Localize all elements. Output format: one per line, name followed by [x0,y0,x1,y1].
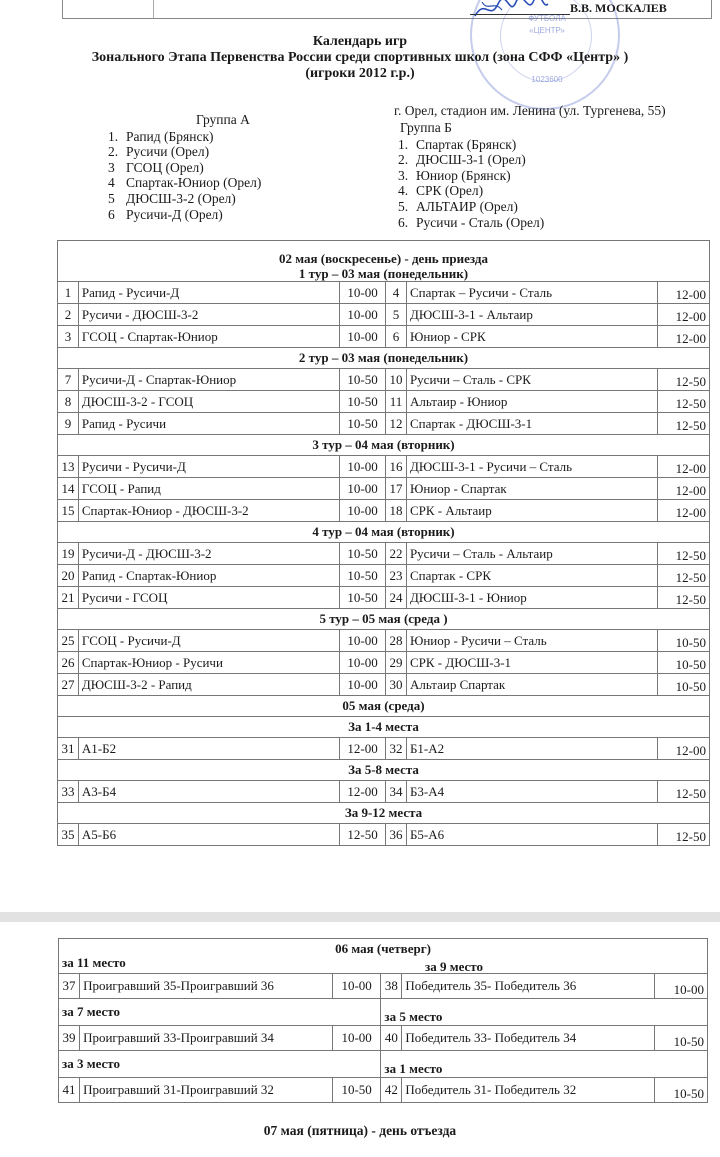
group-b-title: Группа Б [400,120,452,135]
match-time: 10-00 [340,652,386,674]
match-number: 26 [58,652,79,674]
match-row [58,652,710,674]
match-number: 42 [381,1078,402,1103]
match-row [58,543,710,565]
match-number: 41 [59,1078,80,1103]
team-name: ГСОЦ (Орел) [126,159,204,175]
venue-text: г. Орел, стадион им. Ленина (ул. Тургенева, 55) [394,103,666,118]
document-page-2 [0,922,720,1157]
match-teams: ДЮСШ-3-2 - ГСОЦ [78,391,339,413]
match-number: 20 [58,565,79,587]
match-number: 16 [386,456,407,478]
match-teams: Победитель 33- Победитель 34 [402,1026,655,1051]
team-number: 4. [398,183,409,199]
match-teams: ГСОЦ - Русичи-Д [78,630,339,652]
match-time: 12-50 [657,781,709,803]
round-title [58,435,710,456]
match-number: 4 [386,282,407,304]
match-teams: СРК - ДЮСШ-3-1 [406,652,657,674]
match-number: 31 [58,738,79,760]
placement-title-cell: За 9-12 места [58,803,710,824]
match-teams: Русичи-Д - Спартак-Юниор [78,369,339,391]
match-teams: Спартак - СРК [406,565,657,587]
match-row [59,1026,708,1051]
match-row [58,391,710,413]
match-number: 29 [386,652,407,674]
match-time: 10-50 [340,587,386,609]
match-teams: Спартак-Юниор - Русичи [78,652,339,674]
match-row [58,456,710,478]
match-number: 10 [386,369,407,391]
team-name: АЛЬТАИР (Орел) [416,198,518,214]
team-number: 2. [398,152,409,168]
match-time: 12-00 [657,738,709,760]
team-number: 5. [398,198,409,214]
match-number: 36 [386,824,407,846]
match-number: 2 [58,304,79,326]
match-number: 8 [58,391,79,413]
group-team-item [398,183,544,199]
place-label: за 3 место [59,1051,381,1078]
match-number: 6 [386,326,407,348]
round-title [58,522,710,543]
team-name: СРК (Орел) [416,183,484,199]
match-number: 18 [386,500,407,522]
match-number: 33 [58,781,79,803]
round-title-cell: 3 тур – 04 мая (вторник) [58,435,710,456]
team-number: 3. [398,167,409,183]
match-time: 10-00 [340,500,386,522]
match-time: 10-50 [340,543,386,565]
group-team-item [398,137,544,153]
team-number: 6. [398,214,409,230]
group-team-item [108,144,261,160]
match-time: 10-50 [340,413,386,435]
group-team-item [108,207,261,223]
team-number: 3 [108,159,115,175]
match-teams: Русичи - ГСОЦ [78,587,339,609]
team-number: 6 [108,206,115,222]
round-title-cell: 4 тур – 04 мая (вторник) [58,522,710,543]
match-teams: Спартак – Русичи - Сталь [406,282,657,304]
match-row [58,781,710,803]
doc-subtitle: Зонального Этапа Первенства России среди спортивных школ (зона СФФ «Центр» ) [91,50,629,65]
match-number: 13 [58,456,79,478]
schedule-table [57,240,710,846]
match-teams: Б5-А6 [406,824,657,846]
match-teams: ГСОЦ - Спартак-Юниор [78,326,339,348]
match-number: 1 [58,282,79,304]
day-header-cell: 05 мая (среда) [58,696,710,717]
match-time: 12-00 [340,781,386,803]
match-number: 25 [58,630,79,652]
match-number: 27 [58,674,79,696]
finals-table [58,938,708,1103]
round-title-cell: 2 тур – 03 мая (понедельник) [58,348,710,369]
match-row [58,674,710,696]
team-number: 4 [108,175,115,191]
match-number: 28 [386,630,407,652]
team-name: Спартак (Брянск) [416,136,517,152]
round-title: 1 тур – 03 мая (понедельник) [298,266,469,281]
team-name: ДЮСШ-3-2 (Орел) [126,190,236,206]
place-label: за 5 место [381,999,708,1026]
match-teams: ДЮСШ-3-2 - Рапид [78,674,339,696]
match-teams: ДЮСШ-3-1 - Юниор [406,587,657,609]
group-a-title: Группа А [196,112,250,127]
match-time: 12-50 [340,824,386,846]
group-team-item [108,160,261,176]
team-number: 1. [108,128,119,144]
match-time: 10-50 [657,674,709,696]
match-row [58,478,710,500]
match-number: 35 [58,824,79,846]
match-number: 12 [386,413,407,435]
match-time: 10-50 [655,1078,708,1103]
place-label: за 7 место [59,999,381,1026]
signature-icon [470,0,550,22]
match-time: 10-50 [655,1026,708,1051]
match-teams: Б3-А4 [406,781,657,803]
match-teams: Альтаир Спартак [406,674,657,696]
match-time: 10-00 [332,974,380,999]
doc-players: (игроки 2012 г.р.) [305,66,415,81]
finals-day: 06 мая (четверг) [335,941,431,956]
match-number: 38 [381,974,402,999]
match-teams: А1-Б2 [78,738,339,760]
match-time: 10-00 [655,974,708,999]
match-number: 19 [58,543,79,565]
team-name: Рапид (Брянск) [126,128,214,144]
match-time: 10-00 [340,478,386,500]
round-title [58,348,710,369]
team-name: Русичи (Орел) [126,144,210,160]
match-time: 12-50 [657,391,709,413]
match-row [58,282,710,304]
match-time: 12-00 [657,478,709,500]
match-time: 10-00 [340,304,386,326]
place-label: за 11 место [62,955,126,970]
placement-title [58,803,710,824]
match-teams: ДЮСШ-3-1 - Альтаир [406,304,657,326]
signature-line [470,14,570,15]
match-time: 12-50 [657,369,709,391]
match-teams: Юниор - Русичи – Сталь [406,630,657,652]
match-teams: Юниор - СРК [406,326,657,348]
match-time: 12-00 [657,304,709,326]
match-number: 30 [386,674,407,696]
match-number: 37 [59,974,80,999]
match-number: 3 [58,326,79,348]
match-teams: Рапид - Русичи [78,413,339,435]
match-number: 22 [386,543,407,565]
round-title [58,609,710,630]
match-teams: Русичи - Русичи-Д [78,456,339,478]
match-time: 10-00 [340,456,386,478]
team-name: Русичи-Д (Орел) [126,206,223,222]
group-b [398,120,544,230]
team-name: ДЮСШ-3-1 (Орел) [416,152,526,168]
match-row [58,304,710,326]
match-time: 10-50 [340,369,386,391]
match-number: 32 [386,738,407,760]
match-time: 12-00 [340,738,386,760]
match-teams: Русичи – Сталь - СРК [406,369,657,391]
match-time: 12-00 [657,500,709,522]
match-time: 12-50 [657,824,709,846]
round-title-cell: 5 тур – 05 мая (среда ) [58,609,710,630]
match-time: 10-00 [340,630,386,652]
match-time: 12-50 [657,565,709,587]
match-row [58,369,710,391]
place-label: за 9 место [425,959,483,974]
group-team-item [398,168,544,184]
match-teams: Спартак - ДЮСШ-3-1 [406,413,657,435]
team-number: 2. [108,144,119,160]
team-name: Юниор (Брянск) [416,167,511,183]
match-number: 39 [59,1026,80,1051]
match-teams: Юниор - Спартак [406,478,657,500]
match-row [58,824,710,846]
match-teams: А3-Б4 [78,781,339,803]
match-teams: ДЮСШ-3-1 - Русичи – Сталь [406,456,657,478]
match-teams: Проигравший 35-Проигравший 36 [80,974,333,999]
match-teams: Русичи – Сталь - Альтаир [406,543,657,565]
match-teams: Рапид - Русичи-Д [78,282,339,304]
team-number: 1. [398,136,409,152]
match-row [59,974,708,999]
group-team-item [398,199,544,215]
match-time: 10-00 [340,674,386,696]
match-number: 23 [386,565,407,587]
match-number: 11 [386,391,407,413]
team-name: Русичи - Сталь (Орел) [416,214,545,230]
match-time: 10-00 [340,282,386,304]
match-teams: СРК - Альтаир [406,500,657,522]
match-time: 10-50 [657,652,709,674]
match-time: 12-00 [657,282,709,304]
arrival-header [58,241,710,282]
group-team-item [108,175,261,191]
match-row [58,630,710,652]
match-number: 7 [58,369,79,391]
match-number: 14 [58,478,79,500]
match-teams: Альтаир - Юниор [406,391,657,413]
match-row [58,738,710,760]
match-teams: А5-Б6 [78,824,339,846]
match-row [58,413,710,435]
match-row [58,326,710,348]
match-number: 17 [386,478,407,500]
departure-text: 07 мая (пятница) - день отъезда [263,1123,457,1138]
page-separator [0,912,720,922]
team-name: Спартак-Юниор (Орел) [126,175,262,191]
signer-name: В.В. МОСКАЛЕВ [570,1,667,15]
match-number: 24 [386,587,407,609]
match-time: 10-50 [340,391,386,413]
place-label-row [59,1051,708,1078]
group-team-item [108,129,261,145]
match-teams: Русичи-Д - ДЮСШ-3-2 [78,543,339,565]
placement-title [58,717,710,738]
place-label-row [59,939,708,974]
match-row [58,587,710,609]
match-row [58,500,710,522]
match-row [59,1078,708,1103]
match-time: 10-50 [340,565,386,587]
placement-title [58,760,710,781]
stamp-seal: ФУТБОЛА «ЦЕНТР» 1023600 [470,0,620,110]
match-teams: Проигравший 33-Проигравший 34 [80,1026,333,1051]
match-time: 10-00 [332,1026,380,1051]
match-teams: Рапид - Спартак-Юниор [78,565,339,587]
group-team-item [108,191,261,207]
match-teams: ГСОЦ - Рапид [78,478,339,500]
match-time: 12-50 [657,413,709,435]
match-teams: Спартак-Юниор - ДЮСШ-3-2 [78,500,339,522]
group-a [108,112,261,222]
match-time: 12-50 [657,587,709,609]
match-teams: Русичи - ДЮСШ-3-2 [78,304,339,326]
match-teams: Проигравший 31-Проигравший 32 [80,1078,333,1103]
match-teams: Победитель 31- Победитель 32 [402,1078,655,1103]
group-team-item [398,215,544,231]
match-number: 34 [386,781,407,803]
day-header [58,696,710,717]
team-number: 5 [108,190,115,206]
match-number: 21 [58,587,79,609]
match-number: 5 [386,304,407,326]
doc-title: Календарь игр [312,34,408,49]
match-teams: Победитель 35- Победитель 36 [402,974,655,999]
match-time: 10-00 [340,326,386,348]
match-time: 12-00 [657,456,709,478]
placement-title-cell: За 5-8 места [58,760,710,781]
group-team-item [398,152,544,168]
match-number: 40 [381,1026,402,1051]
match-number: 15 [58,500,79,522]
match-teams: Б1-А2 [406,738,657,760]
match-row [58,565,710,587]
match-time: 12-50 [657,543,709,565]
arrival-text: 02 мая (воскресенье) - день приезда [279,251,488,266]
match-time: 10-50 [332,1078,380,1103]
placement-title-cell: За 1-4 места [58,717,710,738]
match-number: 9 [58,413,79,435]
match-time: 10-50 [657,630,709,652]
place-label: за 1 место [381,1051,708,1078]
place-label-row [59,999,708,1026]
match-time: 12-00 [657,326,709,348]
